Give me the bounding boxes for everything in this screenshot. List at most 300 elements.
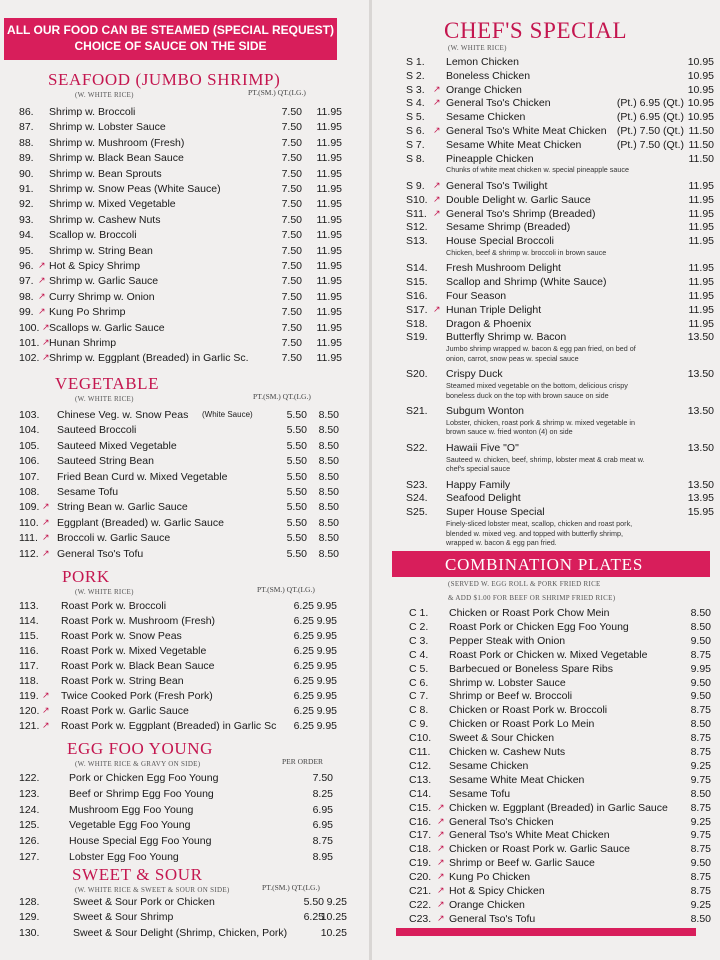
- price-small: 7.50: [281, 136, 302, 149]
- seafood-item: [19, 183, 342, 198]
- price-small: 7.50: [281, 198, 302, 211]
- price-large: 8.50: [318, 470, 339, 483]
- combo-item: [409, 829, 711, 844]
- seafood-item: [19, 337, 342, 352]
- item-number: S 8.: [406, 152, 425, 165]
- item-number: 91.: [19, 183, 34, 195]
- item-number: 98.: [19, 290, 34, 303]
- item-number: 121.: [19, 720, 40, 732]
- item-name: Scallop w. Broccoli: [49, 229, 137, 242]
- combo-item: [409, 718, 711, 733]
- item-number: C 9.: [409, 718, 429, 731]
- combo-item: [409, 760, 711, 775]
- item-name: General Tso's Twilight: [446, 179, 548, 192]
- item-name: Roast Pork w. Mixed Vegetable: [61, 645, 207, 657]
- chefs-special-item: [406, 180, 714, 195]
- item-name: Roast Pork w. String Bean: [61, 675, 184, 687]
- price-large: 11.95: [316, 183, 342, 195]
- price-small: 7.50: [281, 352, 302, 365]
- item-price: 15.95: [687, 506, 714, 519]
- item-name: Shrimp w. Broccoli: [49, 106, 136, 118]
- item-number: S25.: [406, 506, 428, 519]
- item-price: 8.50: [690, 620, 711, 633]
- item-name: Roast Pork w. Snow Peas: [61, 630, 182, 642]
- chefs-special-item: [406, 111, 714, 126]
- item-price: 13.50: [687, 368, 714, 381]
- price-small: 7.50: [281, 321, 302, 334]
- right-column: [382, 0, 720, 960]
- item-price: 10.95: [687, 83, 714, 96]
- item-name: Broccoli w. Garlic Sauce: [57, 532, 171, 545]
- price-large: 11.95: [316, 229, 342, 242]
- seafood-item: [19, 244, 342, 260]
- item-number: 118.: [19, 675, 39, 687]
- item-name: Happy Family: [446, 478, 511, 491]
- price-small: 5.50: [286, 409, 307, 421]
- combo-item: [409, 871, 711, 886]
- chili-pepper-icon: ↗: [433, 193, 441, 204]
- item-number: 115.: [19, 630, 39, 642]
- column-divider: [369, 0, 372, 960]
- seafood-title: SEAFOOD (JUMBO SHRIMP): [48, 70, 281, 89]
- combo-item: [409, 816, 711, 831]
- chili-pepper-icon: ↗: [38, 275, 46, 286]
- item-name: Chicken or Roast Pork w. Garlic Sauce: [449, 843, 630, 856]
- chili-pepper-icon: ↗: [38, 290, 46, 301]
- price-small: 5.50: [286, 486, 307, 498]
- item-name: Shrimp w. Lobster Sauce: [49, 121, 166, 134]
- item-price: 8.50: [690, 607, 711, 619]
- item-number: C23.: [409, 912, 432, 925]
- item-price: 8.75: [690, 704, 711, 717]
- item-number: S22.: [406, 441, 428, 454]
- price-large: 9.95: [316, 645, 337, 657]
- item-number: 130.: [19, 926, 40, 939]
- vegetable-item: [19, 532, 339, 547]
- item-name: Sweet & Sour Chicken: [449, 732, 555, 745]
- pint-price: (Pt.) 7.50 (Qt.): [616, 125, 684, 137]
- item-number: S 3.: [406, 83, 425, 96]
- item-number: C 3.: [409, 634, 429, 647]
- item-price: 11.95: [688, 303, 714, 316]
- item-price: 11.95: [688, 262, 714, 275]
- pork-item: [19, 705, 339, 720]
- item-number: 88.: [19, 136, 34, 149]
- price-large: 9.95: [316, 720, 337, 732]
- price-large: 8.50: [318, 516, 339, 529]
- combo-item: [409, 913, 711, 928]
- item-price: 8.50: [690, 718, 711, 731]
- item-name: String Bean w. Garlic Sauce: [57, 501, 188, 514]
- eggfoo-title: EGG FOO YOUNG: [67, 739, 213, 758]
- item-name: Sesame Shrimp (Breaded): [446, 221, 571, 234]
- item-name: Roast Pork or Chicken w. Mixed Vegetable: [449, 648, 648, 661]
- item-name: Butterfly Shrimp w. Bacon: [446, 331, 567, 344]
- item-price: 11.95: [688, 179, 714, 192]
- combo-item: [409, 774, 711, 789]
- item-number: C13.: [409, 773, 432, 786]
- chefs-special-item: [406, 290, 714, 305]
- chili-pepper-icon: ↗: [42, 532, 50, 543]
- price-small: 7.50: [281, 167, 302, 180]
- item-number: C20.: [409, 871, 432, 884]
- item-number: 92.: [19, 198, 34, 211]
- item-number: S15.: [406, 276, 428, 289]
- item-name: Fried Bean Curd w. Mixed Vegetable: [57, 470, 228, 483]
- chili-pepper-icon: ↗: [437, 885, 445, 895]
- item-number: C 1.: [409, 607, 429, 619]
- item-name: Shrimp w. Garlic Sauce: [49, 275, 159, 288]
- item-name: Shrimp w. Eggplant (Breaded) in Garlic Sc.: [49, 352, 249, 365]
- item-number: 86.: [19, 106, 34, 118]
- chili-pepper-icon: ↗: [42, 321, 50, 332]
- combo-item: [409, 663, 711, 678]
- price-large: 11.95: [316, 152, 342, 165]
- seafood-colhead: PT.(SM.) QT.(LG.): [248, 88, 306, 97]
- item-number: 90.: [19, 167, 34, 180]
- item-name: Shrimp w. Lobster Sauce: [449, 676, 566, 689]
- item-price: 8.75: [690, 732, 711, 745]
- item-name: Hot & Spicy Shrimp: [49, 260, 141, 272]
- price-small: 6.25: [293, 615, 314, 627]
- item-price: 11.50: [688, 138, 714, 151]
- item-name: Roast Pork w. Eggplant (Breaded) in Garlic Sc: [61, 720, 277, 732]
- pork-title: PORK: [62, 567, 110, 586]
- item-number: 117.: [19, 660, 39, 672]
- price-large: 9.95: [316, 675, 337, 687]
- item-number: C 7.: [409, 690, 429, 703]
- item-number: C 8.: [409, 704, 429, 717]
- price-large: 10.25: [320, 926, 347, 939]
- price-small: 5.50: [286, 532, 307, 545]
- chili-pepper-icon: ↗: [42, 516, 50, 527]
- item-number: 123.: [19, 787, 40, 800]
- item-number: S 4.: [406, 97, 425, 110]
- item-name: House Special Egg Foo Young: [69, 835, 212, 848]
- item-name: General Tso's Shrimp (Breaded): [446, 207, 596, 220]
- item-name: Crispy Duck: [446, 368, 503, 381]
- price-large: 8.50: [318, 439, 339, 452]
- chili-pepper-icon: ↗: [433, 125, 441, 135]
- banner-line-2: CHOICE OF SAUCE ON THE SIDE: [74, 39, 267, 53]
- price-small: 6.25: [293, 705, 314, 717]
- item-name: Barbecued or Boneless Spare Ribs: [449, 662, 614, 675]
- pork-item: [19, 660, 339, 675]
- pork-item: [19, 615, 339, 630]
- item-name: Shrimp w. Mixed Vegetable: [49, 198, 176, 211]
- item-price: 10.95: [687, 56, 714, 68]
- item-name: Vegetable Egg Foo Young: [69, 819, 191, 832]
- item-name: Double Delight w. Garlic Sauce: [446, 193, 591, 206]
- price-small: 6.25: [293, 690, 314, 702]
- item-description: brown sauce w. fried wonton (4) on side: [446, 427, 573, 437]
- item-number: 113.: [19, 600, 39, 612]
- item-price: 8.75: [690, 885, 711, 897]
- item-price: 11.50: [688, 125, 714, 137]
- chefs-special-item: [406, 221, 714, 236]
- pork-subtitle: (W. WHITE RICE): [75, 588, 134, 596]
- seafood-item: [19, 167, 342, 183]
- chili-pepper-icon: ↗: [38, 306, 46, 317]
- price-small: 5.50: [303, 896, 324, 908]
- item-name: Shrimp or Beef w. Garlic Sauce: [449, 857, 595, 870]
- chefs-special-item: [406, 139, 714, 154]
- item-price: 8.75: [690, 648, 711, 661]
- price-large: 6.95: [312, 803, 333, 816]
- price-large: 11.95: [316, 306, 342, 319]
- item-description: Chicken, beef & shrimp w. broccoli in brown sauce: [446, 247, 607, 257]
- sweetsour-item: [19, 896, 347, 911]
- item-name: Roast Pork w. Black Bean Sauce: [61, 660, 215, 672]
- chili-pepper-icon: ↗: [42, 501, 50, 512]
- chefs-special-item: [406, 97, 714, 112]
- item-name: Subgum Wonton: [446, 405, 525, 417]
- chili-pepper-icon: ↗: [433, 303, 441, 314]
- item-number: 103.: [19, 409, 40, 421]
- seafood-item: [19, 106, 342, 121]
- item-price: 11.50: [688, 152, 714, 165]
- vegetable-item: [19, 501, 339, 516]
- seafood-item: [19, 229, 342, 244]
- item-number: S16.: [406, 290, 428, 302]
- item-name: Super House Special: [446, 506, 545, 519]
- item-number: 99.: [19, 306, 34, 319]
- item-number: 126.: [19, 835, 40, 848]
- item-number: 109.: [19, 501, 40, 514]
- item-price: 8.75: [690, 801, 711, 814]
- price-large: 11.95: [316, 136, 342, 149]
- chili-pepper-icon: ↗: [42, 352, 50, 363]
- price-large: 9.95: [316, 660, 337, 672]
- item-description: Sauteed w. chicken, beef, shrimp, lobster meat & crab meat w.: [446, 454, 645, 464]
- price-small: 5.50: [286, 547, 307, 560]
- item-price: 10.95: [687, 111, 714, 124]
- combo-item: [409, 885, 711, 900]
- combo-item: [409, 857, 711, 872]
- eggfoo-item: [19, 804, 339, 819]
- item-name: General Tso's Chicken: [446, 97, 551, 110]
- item-number: C18.: [409, 843, 432, 856]
- item-name: Shrimp w. Mushroom (Fresh): [49, 136, 185, 149]
- chefs-special-item: [406, 84, 714, 99]
- price-large: 11.95: [316, 321, 342, 334]
- item-number: C15.: [409, 801, 432, 814]
- item-number: C16.: [409, 815, 432, 828]
- price-large: 9.25: [326, 896, 347, 908]
- price-large: 11.95: [316, 167, 342, 180]
- item-name: Eggplant (Breaded) w. Garlic Sauce: [57, 516, 224, 529]
- chili-pepper-icon: ↗: [433, 179, 441, 190]
- item-number: 106.: [19, 455, 40, 468]
- combo-subtitle-1: (SERVED W. EGG ROLL & PORK FRIED RICE: [448, 580, 601, 588]
- chefs-special-item: [406, 479, 714, 494]
- item-number: S19.: [406, 331, 428, 344]
- item-number: S12.: [406, 221, 428, 234]
- item-number: 122.: [19, 772, 40, 784]
- item-description: Finely-sliced lobster meat, scallop, chicken and roast pork,: [446, 519, 633, 528]
- combo-item: [409, 635, 711, 650]
- price-small: 5.50: [286, 424, 307, 437]
- seafood-subtitle: (W. WHITE RICE): [75, 91, 134, 99]
- item-price: 9.50: [690, 690, 711, 703]
- item-price: 13.95: [687, 492, 714, 505]
- item-name: Hunan Shrimp: [49, 337, 117, 349]
- chili-pepper-icon: ↗: [437, 857, 445, 868]
- price-large: 11.95: [316, 290, 342, 303]
- item-description: Steamed mixed vegetable on the bottom, delicious crispy: [446, 381, 628, 390]
- price-large: 11.95: [316, 198, 342, 211]
- price-large: 9.95: [316, 600, 337, 612]
- item-number: 111.: [19, 532, 38, 545]
- item-price: 11.95: [688, 221, 714, 234]
- price-large: 8.25: [312, 787, 333, 800]
- combination-plates-banner: [392, 551, 710, 577]
- item-name: Lemon Chicken: [446, 56, 519, 68]
- price-large: 8.50: [318, 409, 339, 421]
- item-number: S23.: [406, 478, 428, 491]
- combo-item: [409, 607, 711, 622]
- pint-price: (Pt.) 6.95 (Qt.): [616, 111, 684, 124]
- item-price: 8.50: [690, 912, 711, 925]
- item-price: 11.95: [688, 207, 714, 220]
- item-number: S24.: [406, 492, 428, 505]
- chili-pepper-icon: ↗: [433, 207, 441, 218]
- item-number: C10.: [409, 732, 432, 745]
- price-small: 6.25: [293, 660, 314, 672]
- item-name: Hawaii Five "O": [446, 441, 519, 454]
- item-name: Shrimp w. String Bean: [49, 244, 153, 257]
- item-name: Sauteed String Bean: [57, 455, 154, 468]
- vegetable-title: VEGETABLE: [55, 374, 160, 393]
- price-small: 7.50: [281, 260, 302, 272]
- item-name: Kung Po Chicken: [449, 871, 531, 884]
- vegetable-item: [19, 471, 339, 486]
- item-number: S20.: [406, 368, 428, 381]
- item-name: Shrimp w. Black Bean Sauce: [49, 152, 184, 165]
- item-name: Kung Po Shrimp: [49, 306, 126, 319]
- item-number: 101.: [19, 337, 40, 349]
- item-description: chef's special sauce: [446, 464, 511, 474]
- item-price: 11.95: [688, 276, 714, 289]
- chefs-special-item: [406, 194, 714, 209]
- vegetable-item: [19, 440, 339, 455]
- combination-plates-title: COMBINATION PLATES: [445, 555, 644, 574]
- item-name: Shrimp or Beef w. Broccoli: [449, 690, 573, 703]
- chili-pepper-icon: ↗: [437, 871, 445, 882]
- combo-item: [409, 788, 711, 803]
- item-number: S21.: [406, 405, 428, 417]
- seafood-item: [19, 152, 342, 167]
- chefs-special-item: [406, 56, 714, 71]
- combo-item: [409, 677, 711, 692]
- item-number: S10.: [406, 193, 428, 206]
- item-description: Chunks of white meat chicken w. special pineapple sauce: [446, 165, 629, 175]
- item-price: 13.50: [687, 441, 714, 454]
- item-number: C14.: [409, 787, 432, 800]
- item-name: Mushroom Egg Foo Young: [69, 803, 194, 816]
- seafood-item: [19, 198, 342, 213]
- price-large: 11.95: [316, 352, 342, 365]
- item-note: (White Sauce): [202, 410, 253, 419]
- seafood-item: [19, 136, 342, 152]
- item-price: 8.75: [690, 746, 711, 758]
- item-price: 11.95: [688, 290, 714, 302]
- price-small: 5.50: [286, 439, 307, 452]
- sweetsour-colhead: PT.(SM.) QT.(LG.): [262, 883, 320, 892]
- item-price: 9.50: [690, 634, 711, 647]
- price-large: 9.95: [316, 705, 337, 717]
- vegetable-subtitle: (W. WHITE RICE): [75, 395, 134, 403]
- eggfoo-subtitle: (W. WHITE RICE & GRAVY ON SIDE): [75, 760, 201, 768]
- item-price: 13.50: [687, 478, 714, 491]
- seafood-item: [19, 275, 342, 290]
- item-price: 10.95: [687, 97, 714, 110]
- item-number: C22.: [409, 898, 432, 911]
- item-price: 8.75: [690, 843, 711, 856]
- eggfoo-colhead: PER ORDER: [282, 757, 324, 766]
- item-name: Sesame Chicken: [446, 111, 526, 124]
- price-large: 8.95: [312, 851, 333, 863]
- vegetable-item: [19, 455, 339, 470]
- item-name: Sauteed Broccoli: [57, 424, 137, 437]
- item-name: Roast Pork w. Broccoli: [61, 600, 167, 612]
- item-price: 9.50: [690, 857, 711, 870]
- item-name: Sesame White Meat Chicken: [446, 138, 582, 151]
- item-name: Chicken or Roast Pork w. Broccoli: [449, 704, 608, 717]
- sweetsour-title: SWEET & SOUR: [72, 865, 203, 884]
- price-large: 11.95: [316, 213, 342, 226]
- item-number: 96.: [19, 260, 34, 272]
- item-name: Sweet & Sour Pork or Chicken: [73, 896, 215, 908]
- sweetsour-item: [19, 911, 347, 926]
- price-large: 10.25: [320, 911, 347, 924]
- item-name: Boneless Chicken: [446, 69, 531, 82]
- combo-item: [409, 843, 711, 858]
- price-large: 8.50: [318, 455, 339, 468]
- item-name: Lobster Egg Foo Young: [69, 851, 179, 863]
- chefs-special-item: [406, 492, 714, 507]
- chili-pepper-icon: ↗: [42, 720, 50, 730]
- item-name: Chicken or Roast Pork Chow Mein: [449, 607, 610, 619]
- price-small: 6.25: [293, 645, 314, 657]
- chefs-special-item: [406, 304, 714, 319]
- price-large: 11.95: [316, 121, 342, 134]
- bottom-accent-bar: [396, 928, 696, 936]
- item-number: S 6.: [406, 125, 425, 137]
- combo-subtitle-2: & ADD $1.00 FOR BEEF OR SHRIMP FRIED RICE): [448, 594, 616, 602]
- combo-item: [409, 746, 711, 761]
- item-name: Shrimp w. Cashew Nuts: [49, 213, 161, 226]
- price-large: 9.95: [316, 630, 337, 642]
- item-number: 105.: [19, 439, 40, 452]
- item-name: Hunan Triple Delight: [446, 303, 542, 316]
- chili-pepper-icon: ↗: [437, 815, 445, 826]
- price-small: 7.50: [281, 229, 302, 242]
- item-name: Sesame White Meat Chicken: [449, 773, 585, 786]
- seafood-item: [19, 260, 342, 275]
- item-number: 100.: [19, 321, 40, 334]
- item-price: 11.95: [688, 235, 714, 248]
- chefs-special-title: CHEF'S SPECIAL: [444, 18, 628, 43]
- pork-item: [19, 690, 339, 705]
- price-small: 7.50: [281, 106, 302, 118]
- item-number: 97.: [19, 275, 34, 288]
- item-price: 8.75: [690, 871, 711, 884]
- item-name: Fresh Mushroom Delight: [446, 262, 561, 275]
- price-small: 5.50: [286, 501, 307, 514]
- item-number: 108.: [19, 486, 40, 498]
- item-number: S 7.: [406, 138, 425, 151]
